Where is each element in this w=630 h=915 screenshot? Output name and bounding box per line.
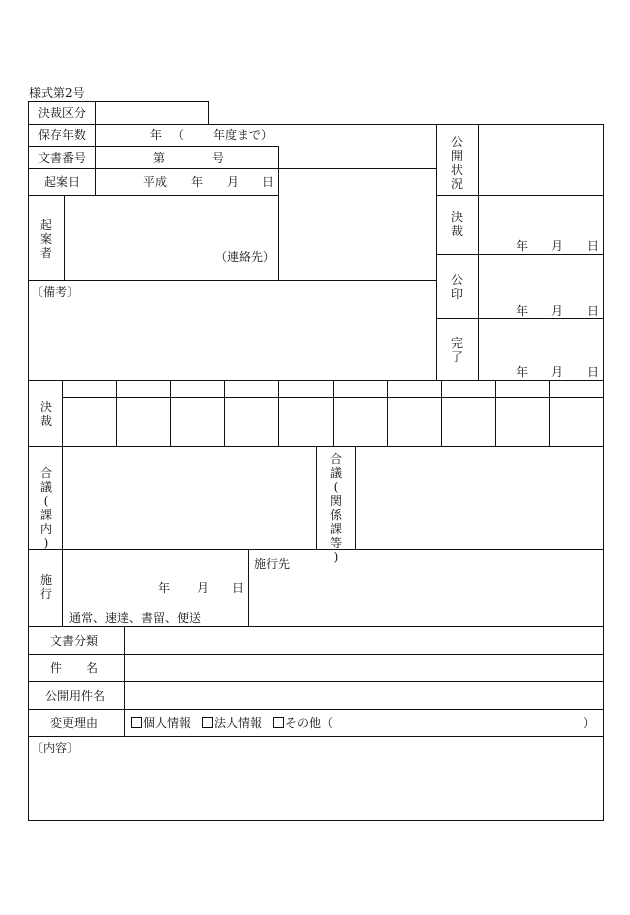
kian-year: 年 xyxy=(191,175,204,189)
rule xyxy=(28,146,278,147)
rule xyxy=(28,168,436,169)
rule xyxy=(333,380,334,446)
kessai-side-label: 決 裁 xyxy=(450,210,463,238)
rule xyxy=(441,380,442,446)
option-sonota[interactable] xyxy=(273,716,333,730)
rule xyxy=(28,280,436,281)
rule xyxy=(28,709,604,710)
rule xyxy=(28,681,604,682)
rule xyxy=(436,318,604,319)
gogi-kanai-label: 合 議 ( 課 内 ) xyxy=(39,466,52,550)
kessai-row-label: 決 裁 xyxy=(39,400,52,428)
kokai-kenmei-label: 公開用件名 xyxy=(45,689,106,703)
frame-right xyxy=(603,124,604,821)
option-kojin[interactable] xyxy=(131,716,191,730)
hozon-nensu-label: 保存年数 xyxy=(38,128,87,142)
rule xyxy=(28,380,604,381)
rule xyxy=(28,549,604,550)
rule xyxy=(124,626,125,736)
kanryo-month: 月 xyxy=(551,365,564,379)
rule xyxy=(95,101,96,195)
rule xyxy=(28,195,278,196)
option-hojin[interactable] xyxy=(202,716,262,730)
rule xyxy=(62,549,63,626)
bunsho-bunrui-label: 文書分類 xyxy=(50,634,99,648)
frame-left xyxy=(28,101,29,821)
bango-dai: 第 xyxy=(153,151,166,165)
kian-sha-label: 起 案 者 xyxy=(39,218,52,260)
hozon-open-paren: （ xyxy=(172,128,185,142)
kanryo-day: 日 xyxy=(587,365,600,379)
kanryo-year: 年 xyxy=(516,365,529,379)
rule xyxy=(224,380,225,446)
rule xyxy=(28,654,604,655)
kian-day: 日 xyxy=(262,175,275,189)
koin-day: 日 xyxy=(587,304,600,318)
checkbox-icon[interactable] xyxy=(273,717,284,728)
shiko-methods: 通常、速達、書留、便送 xyxy=(69,611,202,625)
rule xyxy=(208,101,209,124)
rule xyxy=(248,549,249,626)
kessai-month: 月 xyxy=(551,239,564,253)
kian-sha-contact: （連絡先） xyxy=(215,250,276,264)
kenmei-label: 件 名 xyxy=(50,661,99,675)
biko-label: 〔備考〕 xyxy=(31,285,80,299)
kessai-day: 日 xyxy=(587,239,600,253)
rule xyxy=(278,146,279,280)
shiko-year: 年 xyxy=(158,581,171,595)
option-sonota-close: ） xyxy=(583,716,596,730)
rule xyxy=(28,124,604,125)
rule xyxy=(549,380,550,446)
kokai-jokyo-label: 公 開 状 況 xyxy=(450,135,463,191)
rule xyxy=(436,195,604,196)
rule xyxy=(28,626,604,627)
shiko-day: 日 xyxy=(232,581,245,595)
koin-year: 年 xyxy=(516,304,529,318)
shiko-label: 施 行 xyxy=(39,573,52,601)
rule xyxy=(355,446,356,549)
rule xyxy=(28,101,209,102)
rule xyxy=(116,380,117,446)
rule xyxy=(170,380,171,446)
frame-bottom xyxy=(28,820,604,821)
bango-go: 号 xyxy=(212,151,225,165)
rule xyxy=(436,254,604,255)
rule xyxy=(64,195,65,280)
rule xyxy=(28,736,604,737)
kessai-year: 年 xyxy=(516,239,529,253)
rule xyxy=(62,446,63,549)
option-kojin-label: 個人情報 xyxy=(143,716,192,730)
checkbox-icon[interactable] xyxy=(131,717,142,728)
form-number: 様式第2号 xyxy=(29,86,85,100)
koin-month: 月 xyxy=(551,304,564,318)
hozon-until: 年度まで） xyxy=(213,128,274,142)
hozon-year: 年 xyxy=(150,128,163,142)
rule xyxy=(387,380,388,446)
kian-bi-label: 起案日 xyxy=(44,175,81,189)
gogi-kankei-label: 合 議 ( 関 係 課 等 ) xyxy=(329,452,342,564)
rule xyxy=(495,380,496,446)
kanryo-label: 完 了 xyxy=(450,336,463,364)
kessai-kubun-label: 決裁区分 xyxy=(38,106,87,120)
option-hojin-label: 法人情報 xyxy=(214,716,263,730)
checkbox-icon[interactable] xyxy=(202,717,213,728)
naiyo-label: 〔内容〕 xyxy=(31,741,80,755)
henko-riyu-label: 変更理由 xyxy=(50,716,99,730)
rule xyxy=(316,446,317,549)
rule xyxy=(62,380,63,446)
rule xyxy=(478,124,479,380)
kian-era: 平成 xyxy=(143,175,168,189)
koin-label: 公 印 xyxy=(450,273,463,301)
shiko-month: 月 xyxy=(197,581,210,595)
rule xyxy=(278,380,279,446)
kian-month: 月 xyxy=(227,175,240,189)
option-sonota-label: その他（ xyxy=(285,716,334,730)
rule xyxy=(436,124,437,380)
bunsho-bango-label: 文書番号 xyxy=(38,151,87,165)
shiko-destination-label: 施行先 xyxy=(254,557,291,571)
